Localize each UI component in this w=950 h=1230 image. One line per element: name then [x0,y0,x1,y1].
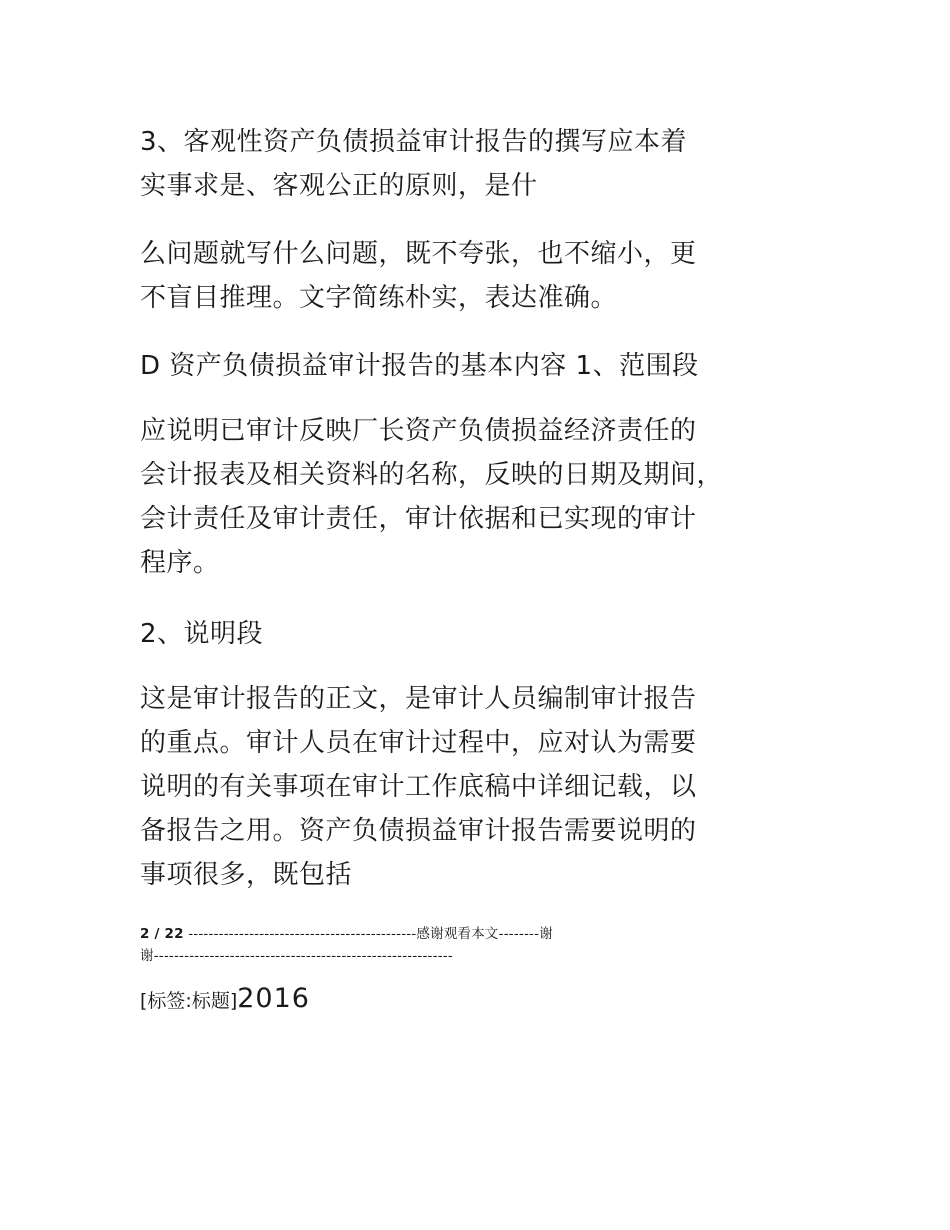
tag-label: [标签:标题] [140,990,238,1012]
text-line: 的重点。审计人员在审计过程中，应对认为需要 [140,728,697,758]
paragraph-explanation [140,677,830,897]
page-number: 2 / 22 [140,926,184,942]
text-line: 程序。 [140,548,220,578]
paragraph-scope [140,409,830,585]
text-line: 么问题就写什么问题，既不夸张，也不缩小，更 [140,239,697,269]
text-line: 会计责任及审计责任，审计依据和已实现的审计 [140,504,697,534]
paragraph-objectivity-continued [140,232,830,320]
text-line: D 资产负债损益审计报告的基本内容 1、范围段 [140,351,699,381]
text-line: 2、说明段 [140,619,264,649]
text-line: 不盲目推理。文字简练朴实，表达准确。 [140,283,618,313]
text-line: 这是审计报告的正文，是审计人员编制审计报告 [140,684,697,714]
text-line: 说明的有关事项在审计工作底稿中详细记载，以 [140,772,697,802]
paragraph-objectivity [140,120,830,208]
text-line: 应说明已审计反映厂长资产负债损益经济责任的 [140,416,697,446]
tag-line [140,983,310,1014]
text-line: 会计报表及相关资料的名称，反映的日期及期间， [140,460,724,490]
page-footer [140,923,840,967]
tag-year: 2016 [237,983,310,1014]
text-line: 实事求是、客观公正的原则，是什 [140,171,538,201]
section-heading-explanation [140,612,830,656]
text-line: 备报告之用。资产负债损益审计报告需要说明的 [140,816,697,846]
text-line: 3、客观性资产负债损益审计报告的撰写应本着 [140,127,688,157]
text-line: 事项很多，既包括 [140,860,353,890]
section-heading-basic-content [140,344,830,388]
footer-dashes-line1: ---------------------------------------------感谢观看本文--------谢 [188,926,553,942]
footer-dashes-line2: 谢----------------------------------------------------------- [140,948,453,964]
